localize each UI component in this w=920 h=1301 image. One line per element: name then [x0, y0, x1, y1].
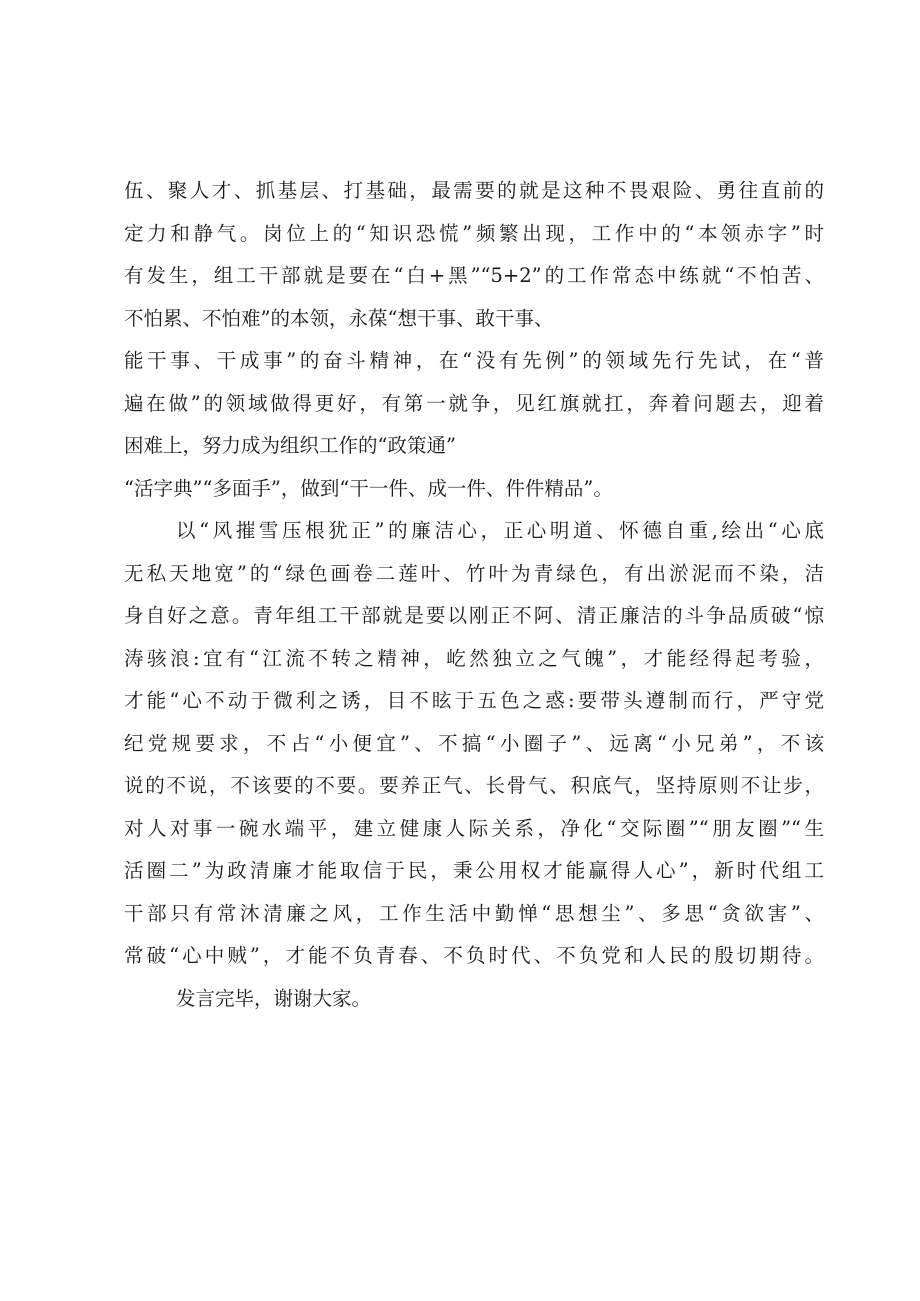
- text-line: 无私天地宽”的“绿色画卷二莲叶、竹叶为青绿色，有出淤泥而不染，洁: [124, 561, 824, 585]
- text-line: 能干事、干成事”的奋斗精神，在“没有先例”的领域先行先试，在“普: [124, 349, 824, 372]
- text-line: 定力和静气。岗位上的“知识恐慌”频繁出现，工作中的“本领赤字”时: [124, 221, 824, 245]
- text-line: 伍、聚人才、抓基层、打基础，最需要的就是这种不畏艰险、勇往直前的: [124, 179, 824, 202]
- text-line: 有发生，组工干部就是要在“白+黑”“5+2”的工作常态中练就“不怕苦、: [124, 264, 824, 287]
- text-line: 困难上，努力成为组织工作的“政策通”: [124, 434, 456, 457]
- text-line: 不怕累、不怕难”的本领，永葆“想干事、敢干事、: [124, 306, 554, 330]
- text-line: 才能“心不动于微利之诱，目不眩于五色之惑:要带头遵制而行，严守党: [124, 689, 824, 712]
- text-line: 遍在做”的领域做得更好，有第一就争，见红旗就扛，奔着问题去，迎着: [124, 391, 824, 415]
- text-line: 活圈二”为政清廉才能取信于民，秉公用权才能赢得人心”，新时代组工: [124, 859, 824, 882]
- body-text: [124, 170, 824, 1020]
- text-line: 干部只有常沐清廉之风，工作生活中勤惮“思想尘”、多思“贪欲害”、: [124, 901, 824, 925]
- paragraph-start-line: 以“风摧雪压根犹正”的廉洁心，正心明道、怀德自重,绘出“心底: [176, 519, 824, 542]
- closing-line: 发言完毕，谢谢大家。: [176, 986, 372, 1010]
- text-line: 常破“心中贼”，才能不负青春、不负时代、不负党和人民的殷切期待。: [124, 944, 824, 967]
- text-line: 对人对事一碗水端平，建立健康人际关系，净化“交际圈”“朋友圈”“生: [124, 816, 824, 840]
- text-line: “活字典”“多面手”，做到“干一件、成一件、件件精品”。: [124, 476, 613, 500]
- text-line: 说的不说，不该要的不要。要养正气、长骨气、积底气，坚持原则不让步，: [124, 774, 824, 797]
- text-line: 身自好之意。青年组工干部就是要以刚正不阿、清正廉洁的斗争品质破“惊: [124, 604, 824, 627]
- text-line: 涛骇浪:宜有“江流不转之精神，屹然独立之气魄”，才能经得起考验，: [124, 646, 824, 670]
- text-line: 纪党规要求，不占“小便宜”、不搞“小圈子”、远离“小兄弟”，不该: [124, 731, 824, 755]
